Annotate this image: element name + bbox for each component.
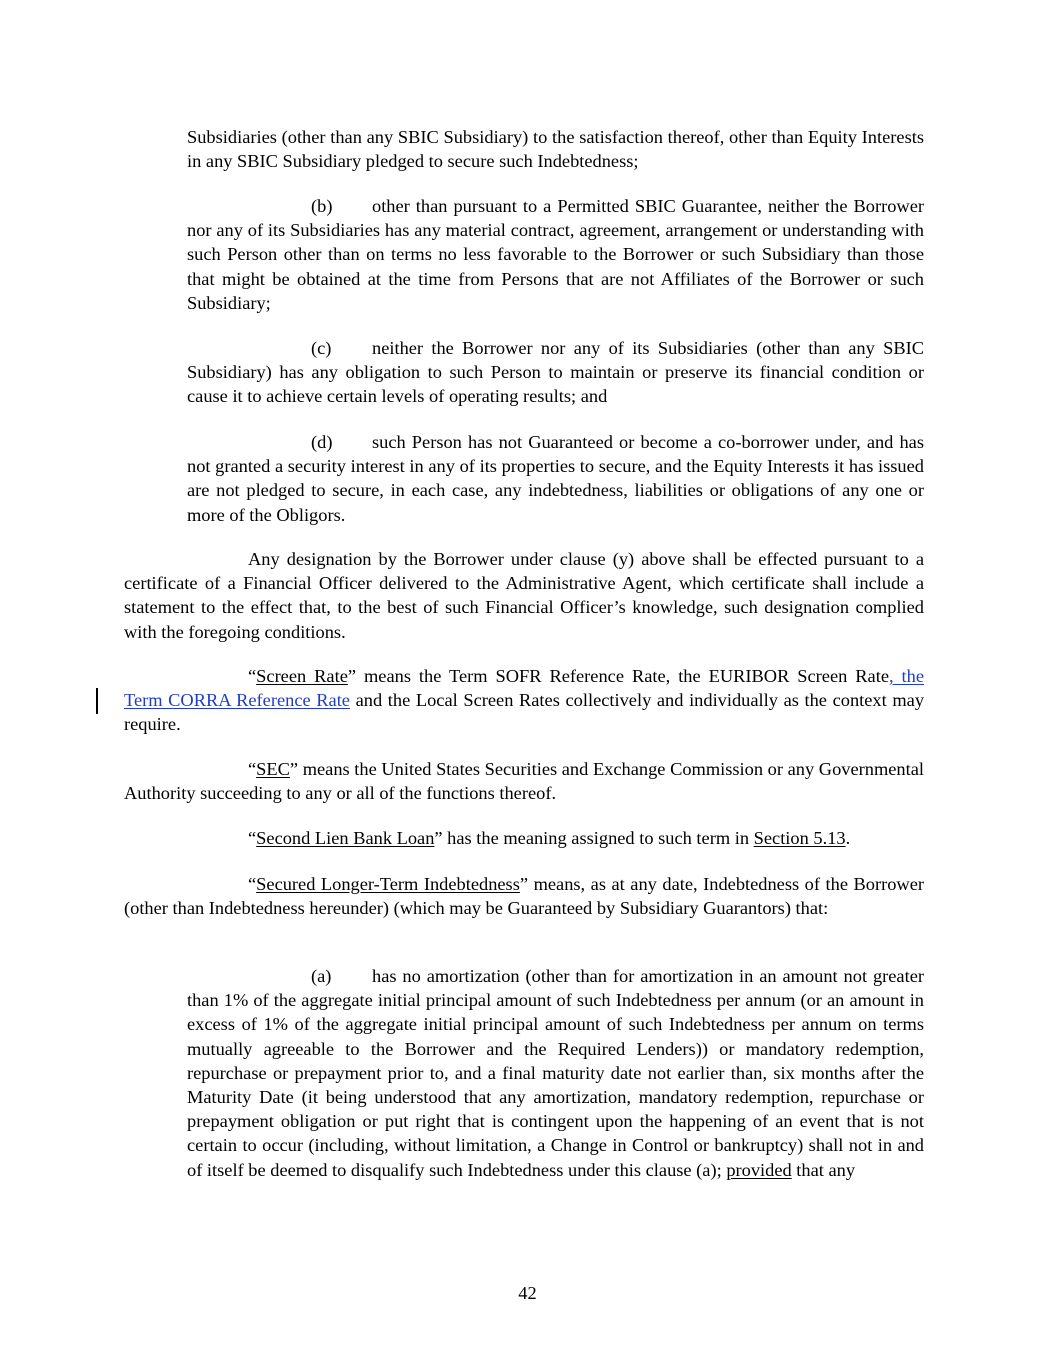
sec-open-quote: “ (248, 759, 257, 779)
clause-a-tail: that any (791, 1159, 856, 1180)
sec-term: SEC (256, 759, 290, 779)
clause-a-label: (a) (311, 966, 332, 986)
sec-rest: ” means the United States Securities and Exchange Commission or any Governmental Authority succeeding to any or all of the functions thereof. (124, 759, 924, 804)
second-lien-open-quote: “ (248, 828, 257, 848)
clause-d-text: such Person has not Guaranteed or become a co-borrower under, and has not granted a security interest in any of its properties to secure, and the Equity Interests it has issued are not pledged to secure, in each case, any indebtedness, liabilities or obligations of any one or more of the Obligors. (187, 432, 924, 525)
second-lien-middle: ” has the meaning assigned to such term in (434, 828, 754, 848)
designation-paragraph (124, 547, 924, 644)
definition-screen-rate (124, 664, 924, 737)
definition-second-lien (124, 826, 924, 850)
screen-rate-rest: and the Local Screen Rates collectively and individually as the context may require. (124, 690, 925, 735)
second-lien-term: Second Lien Bank Loan (256, 828, 435, 848)
designation-text: Any designation by the Borrower under clause (y) above shall be effected pursuant to a certificate of a Financial Officer delivered to the Administrative Agent, which certificate shall include a statement to the effect that, to the best of such Financial Officer’s knowledge, such designation complied with the foregoing conditions. (124, 549, 924, 642)
screen-rate-middle: ” means the Term SOFR Reference Rate, the EURIBOR Screen Rate (347, 666, 889, 686)
screen-rate-open-quote: “ (248, 666, 257, 686)
definition-sec (124, 757, 924, 805)
clause-b-label: (b) (311, 196, 333, 216)
clause-a-text: has no amortization (other than for amortization in an amount not greater than 1% of the aggregate initial principal amount of such Indebtedness per annum (or an amount in excess of 1% of the aggregate initial principal amount of such Indebtedness per annum on terms mutually agreeable to the Borrower and the Required Lenders)) or mandatory redemption, repurchase or prepayment prior to, and a final maturity date not earlier than, six months after the Maturity Date (it being understood that any amortization, mandatory redemption, repurchase or prepayment obligation or put right that is contingent upon the happening of an event that is not certain to occur (including, without limitation, a Change in Control or bankruptcy) shall not in and of itself be deemed to disqualify such Indebtedness under this clause (a); (187, 966, 924, 1180)
screen-rate-term: Screen Rate (256, 666, 348, 686)
second-lien-end: . (845, 828, 851, 848)
secured-longer-term: Secured Longer-Term Indebtedness (256, 874, 520, 894)
secured-longer-open-quote: “ (248, 874, 257, 894)
screen-rate-inserted-text: , the Term CORRA Reference Rate (124, 666, 925, 711)
clause-c-label: (c) (311, 338, 332, 358)
clause-a (187, 964, 924, 1182)
section-reference: Section 5.13 (753, 828, 846, 848)
definition-secured-longer-term (124, 872, 924, 920)
clause-d-label: (d) (311, 432, 333, 452)
clause-c (187, 336, 924, 409)
clause-b-text: other than pursuant to a Permitted SBIC Guarantee, neither the Borrower nor any of its Subsidiaries has any material contract, agreement, arrangement or understanding with such Person other than on terms no less favorable to the Borrower or such Subsidiary than those that might be obtained at the time from Persons that are not Affiliates of the Borrower or such Subsidiary; (187, 196, 924, 313)
clause-c-text: neither the Borrower nor any of its Subsidiaries (other than any SBIC Subsidiary) has any obligation to such Person to maintain or preserve its financial condition or cause it to achieve certain levels of operating results; and (187, 338, 924, 407)
revision-change-bar (96, 688, 98, 714)
paragraph-continuation-text: Subsidiaries (other than any SBIC Subsidiary) to the satisfaction thereof, other than Equity Interests in any SBIC Subsidiary pledged to secure such Indebtedness; (187, 127, 924, 172)
secured-longer-rest: ” means, as at any date, Indebtedness of the Borrower (other than Indebtedness hereunder) (which may be Guaranteed by Subsidiary Guarantors) that: (124, 874, 924, 919)
paragraph-continuation (187, 125, 924, 173)
provided-term: provided (726, 1159, 792, 1180)
page-number: 42 (518, 1283, 537, 1303)
clause-d (187, 430, 924, 527)
clause-b (187, 194, 924, 315)
